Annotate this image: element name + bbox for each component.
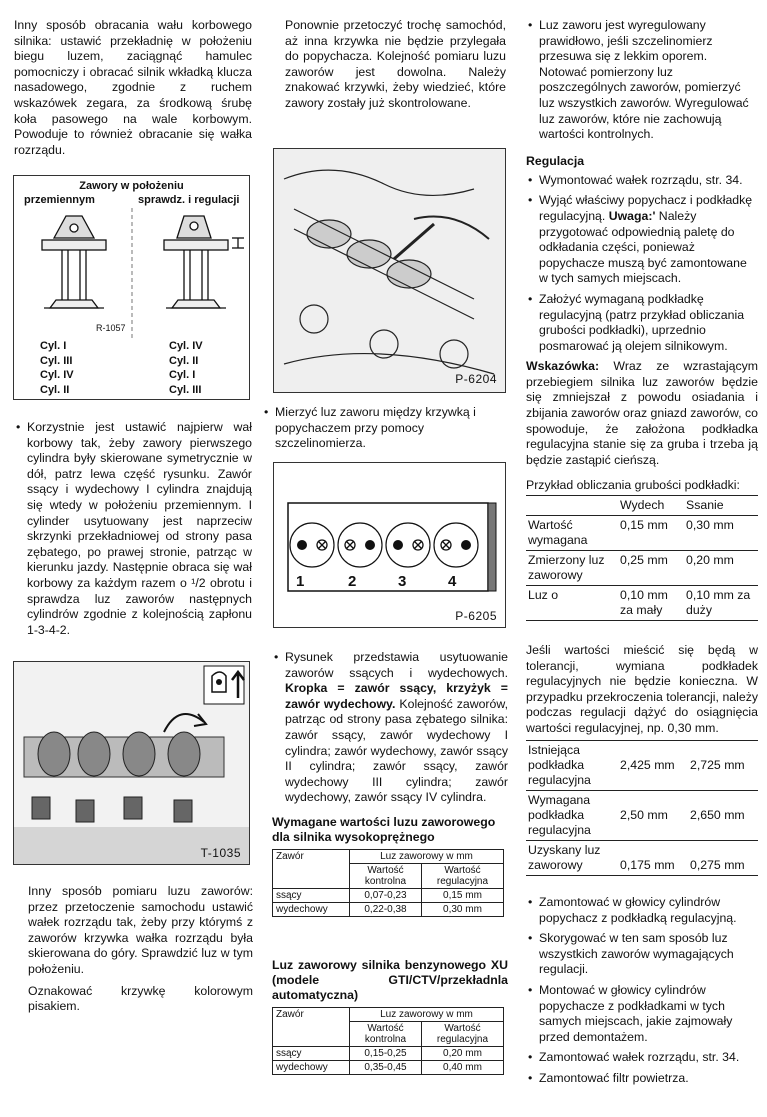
- table-cell: 2,650 mm: [690, 808, 745, 822]
- table-cell: Zmierzony luz zaworowy: [528, 553, 605, 582]
- table-cell: 0,10 mm za duży: [686, 588, 751, 617]
- bullet-item: • Montować w głowicy cylindrów popychacze z podkładkami w tych samych miejscach, jakie zajmowały przed demontażem.: [526, 983, 758, 1045]
- cylinder-number: 1: [296, 573, 305, 590]
- bullet-text: Należy przygotować odpowiednią paletę do odkładania części, ponieważ popychacze muszą być zamontowane w tych samych miejscach.: [539, 208, 747, 286]
- column-3: [526, 18, 758, 474]
- cylinder-number: 2: [348, 573, 357, 590]
- section-heading: Regulacja: [526, 153, 585, 168]
- bullet-bold-text: Uwaga:': [608, 208, 656, 223]
- table-cell: Istniejąca podkładka regulacyjna: [528, 743, 591, 787]
- column-2: [285, 18, 506, 118]
- petrol-clearance-section: [272, 958, 508, 1075]
- figure-code: R-1057: [96, 323, 126, 333]
- table-cell: ssący: [273, 889, 350, 903]
- table-row: [526, 791, 758, 841]
- calculation-table: [526, 495, 758, 621]
- table-row: [273, 1047, 504, 1061]
- cylinder-label: Cyl. I: [169, 369, 196, 381]
- bullet-item: • Założyć wymaganą podkładkę regulacyjną (patrz przykład obliczania grubości podkładki), uprzednio posmarować ją olejem silnikowym.: [526, 292, 758, 354]
- paragraph: Oznakować krzywkę kolorowym pisakiem.: [28, 983, 253, 1014]
- hint-paragraph: [526, 359, 758, 468]
- table-row: [273, 1061, 504, 1075]
- table-cell: 0,30 mm: [421, 903, 503, 917]
- table-row: [526, 551, 758, 586]
- valve-position-figure: [13, 175, 250, 400]
- header-cell: Luz zaworowy w mm: [350, 850, 504, 864]
- column-2-mid: [262, 405, 502, 457]
- bullet-item: • Zamontować wałek rozrządu, str. 34.: [526, 1050, 758, 1066]
- figure-left-heading: przemiennym: [24, 194, 95, 206]
- column-1-bottom: [28, 884, 253, 1021]
- header-cell: Wartość kontrolna: [350, 1022, 422, 1047]
- paragraph: Inny sposób pomiaru luzu zaworów: przez przetoczenie samochodu ustawić wałek rozrządu tak, żeby przy którymś z zaworów krzywka wałka rozrządu była skierowana do góry. Sprawdzić luz w tym położeniu.: [28, 884, 253, 976]
- cylinder-label: Cyl. II: [169, 354, 199, 367]
- table-cell: 0,30 mm: [686, 518, 734, 532]
- header-cell: Luz zaworowy w mm: [350, 1008, 504, 1022]
- table-cell: Uzyskany luz zaworowy: [528, 843, 601, 872]
- table-cell: 2,725 mm: [690, 758, 745, 772]
- paragraph: Ponownie przetoczyć trochę samochód, aż inna krzywka nie będzie przylegała do popychacza. Kolejność pomiaru luzu zaworów jest dowolna. Należy znakować krzywki, żeby wiedzieć, które zawory zostały już skontrolowane.: [285, 18, 506, 110]
- table-cell: Wartość wymagana: [528, 518, 588, 547]
- table-row: [526, 841, 758, 876]
- table-cell: 0,15 mm: [421, 889, 503, 903]
- bullet-item: • Zamontować filtr powietrza.: [526, 1071, 758, 1087]
- cylinder-label: Cyl. II: [40, 383, 70, 396]
- bullet-item: • Mierzyć luz zaworu między krzywką i popychaczem przy pomocy szczelinomierza.: [262, 405, 502, 452]
- cylinder-label: Cyl. III: [169, 383, 202, 396]
- bullet-text: Rysunek przedstawia usytuowanie zaworów ssących i wydechowych.: [285, 650, 508, 680]
- camshaft-drawing: [14, 662, 249, 864]
- engine-drawing: [274, 149, 505, 392]
- header-cell: Wydech: [620, 498, 665, 512]
- shim-table: [526, 740, 758, 876]
- figure-code: P-6204: [455, 372, 497, 386]
- paragraph: Inny sposób obracania wału korbowego silnika: ustawić przekładnię w położeniu biegu luzem, zaciągnąć hamulec pomocniczy i obracać silnik wkładką klucza nasadowego, zgodnie z ruchem wskazówek zegara, za środkową śrubę koła pasowego na wale korbowym. Powoduje to również obracanie się wałka rozrządu.: [14, 18, 252, 157]
- header-cell: Wartość regulacyjna: [421, 864, 503, 889]
- bullet-item: • Wymontować wałek rozrządu, str. 34.: [526, 173, 758, 189]
- figure-title: Zawory w położeniu: [79, 180, 184, 192]
- table-cell: 0,07-0,23: [350, 889, 422, 903]
- bullet-item: [272, 650, 508, 806]
- bullet-item: • Skorygować w ten sam sposób luz wszystkich zaworów wymagających regulacji.: [526, 931, 758, 978]
- table-title: Luz zaworowy silnika benzynowego XU (modele GTI/CTV/przekładnla automatyczna): [272, 958, 508, 1002]
- bullet-item: [526, 193, 758, 287]
- column-2-lower: [272, 650, 508, 811]
- table-cell: 0,40 mm: [421, 1061, 503, 1075]
- table-row: [526, 586, 758, 621]
- valve-layout-drawing: [274, 463, 505, 627]
- bullet-bold-text: Kropka = zawór ssący, krzyżyk = zawór wydechowy.: [285, 681, 508, 711]
- table-cell: 0,35-0,45: [350, 1061, 422, 1075]
- figure-code: T-1035: [200, 846, 241, 860]
- table-cell: 0,10 mm za mały: [620, 588, 668, 617]
- header-cell: Wartość kontrolna: [350, 864, 422, 889]
- table-cell: Luz o: [528, 588, 559, 602]
- calculation-example: [526, 478, 758, 621]
- table-cell: 0,22-0,38: [350, 903, 422, 917]
- diesel-clearance-section: [272, 815, 508, 917]
- table-cell: 0,20 mm: [421, 1047, 503, 1061]
- cylinder-label: Cyl. I: [40, 340, 67, 352]
- table-cell: wydechowy: [273, 1061, 350, 1075]
- bullet-item: • Korzystnie jest ustawić najpierw wał korbowy tak, żeby zawory pierwszego cylindra były skierowane symetrycznie w dół, patrz lewa część rysunku. Zawór ssący i wydechowy I cylindra znajdują się wtedy w położeniu przemiennym. I cylinder usytuowany jest naprzeciw skrzynki przekładniowej od strony pasa zębatego, po prawej stronie, patrząc w kierunku jazdy. Następnie obraca się wał korbowy za każdym razem o ¹/2 obrotu i sprawdza luz zaworów następnych cylindrów zgodnie z kolejnością zapłonu 1-3-4-2.: [14, 420, 252, 638]
- header-cell: Zawór: [273, 1008, 350, 1047]
- cylinder-number: 4: [448, 573, 457, 590]
- table-cell: 0,20 mm: [686, 553, 734, 567]
- bullet-item: • Zamontować w głowicy cylindrów popychacz z podkładką regulacyjną.: [526, 895, 758, 926]
- column-1-lower: [14, 420, 252, 643]
- header-cell: Zawór: [273, 850, 350, 889]
- table-row: [273, 889, 504, 903]
- header-cell: Ssanie: [686, 498, 724, 512]
- table-cell: 0,175 mm: [620, 858, 675, 872]
- column-1: [14, 18, 252, 164]
- cylinder-label: Cyl. IV: [169, 340, 203, 352]
- table-title: Wymagane wartości luzu zaworowego dla silnika wysokoprężnego: [272, 815, 496, 844]
- diesel-clearance-table: [272, 849, 504, 917]
- table-cell: ssący: [273, 1047, 350, 1061]
- cylinder-number: 3: [398, 573, 407, 590]
- petrol-clearance-table: [272, 1007, 504, 1075]
- column-3-mid: [526, 643, 758, 743]
- table-cell: Wymagana podkładka regulacyjna: [528, 793, 591, 837]
- hint-label: Wskazówka:: [526, 359, 600, 374]
- figure-code: P-6205: [455, 609, 497, 623]
- table-cell: wydechowy: [273, 903, 350, 917]
- left-cylinder-list: [40, 339, 74, 397]
- bullet-text: Wyjąć właściwy popychacz i podkładkę regulacyjną.: [539, 193, 753, 223]
- bullet-text: Kolejność zaworów, patrząc od strony pasa zębatego silnika: zawór ssący, zawór wydechowy I cylindra; zawór wydechowy, zawór ssący II cylindra; zawór ssący, zawór wydechowy III cylindra; zawór wydechowy, zawór ssący IV cylindra.: [285, 696, 508, 805]
- table-cell: 2,50 mm: [620, 808, 668, 822]
- figure-right-heading: sprawdz. i regulacji: [138, 194, 240, 206]
- table-cell: 0,15-0,25: [350, 1047, 422, 1061]
- table-cell: 0,275 mm: [690, 858, 745, 872]
- paragraph: Jeśli wartości mieścić się będą w tolerancji, wymiana podkładek regulacyjnych nie będzie konieczna. W przypadku przekroczenia tolerancji, należy podczas regulacji dążyć do osiągnięcia wartości regulacyjnej, np. 0,30 mm.: [526, 643, 758, 735]
- feeler-gauge-photo: [273, 148, 506, 393]
- column-3-bottom: [526, 895, 758, 1092]
- valve-layout-figure: [273, 462, 506, 628]
- right-cylinder-list: [169, 339, 203, 397]
- hint-text: Wraz ze wzrastającym przebiegiem silnika luz zaworów będzie się zmniejszał z powodu osiadania i zbijania zaworów oraz gniazd zaworów, co spowoduje, że założona podkładka regulacyjna stanie się za gruba i trzeba ją będzie zastąpić cieńszą.: [526, 359, 758, 467]
- table-row: [526, 741, 758, 791]
- table-title: Przykład obliczania grubości podkładki:: [526, 478, 740, 492]
- table-row: [526, 516, 758, 551]
- table-cell: 0,15 mm: [620, 518, 668, 532]
- table-cell: 2,425 mm: [620, 758, 675, 772]
- header-cell: Wartość regulacyjna: [421, 1022, 503, 1047]
- table-row: [273, 903, 504, 917]
- valve-drawing: [14, 208, 249, 338]
- camshaft-photo: [13, 661, 250, 865]
- cylinder-label: Cyl. III: [40, 354, 73, 367]
- table-cell: 0,25 mm: [620, 553, 668, 567]
- cylinder-label: Cyl. IV: [40, 369, 74, 381]
- bullet-item: • Luz zaworu jest wyregulowany prawidłowo, jeśli szczelinomierz przesuwa się z lekkim oporem. Notować pomierzony luz poszczególnych zaworów, pomierzyć luz wszystkich zaworów. Wyregulować luz zaworów, które nie zachowują wartości kontrolnych.: [526, 18, 758, 143]
